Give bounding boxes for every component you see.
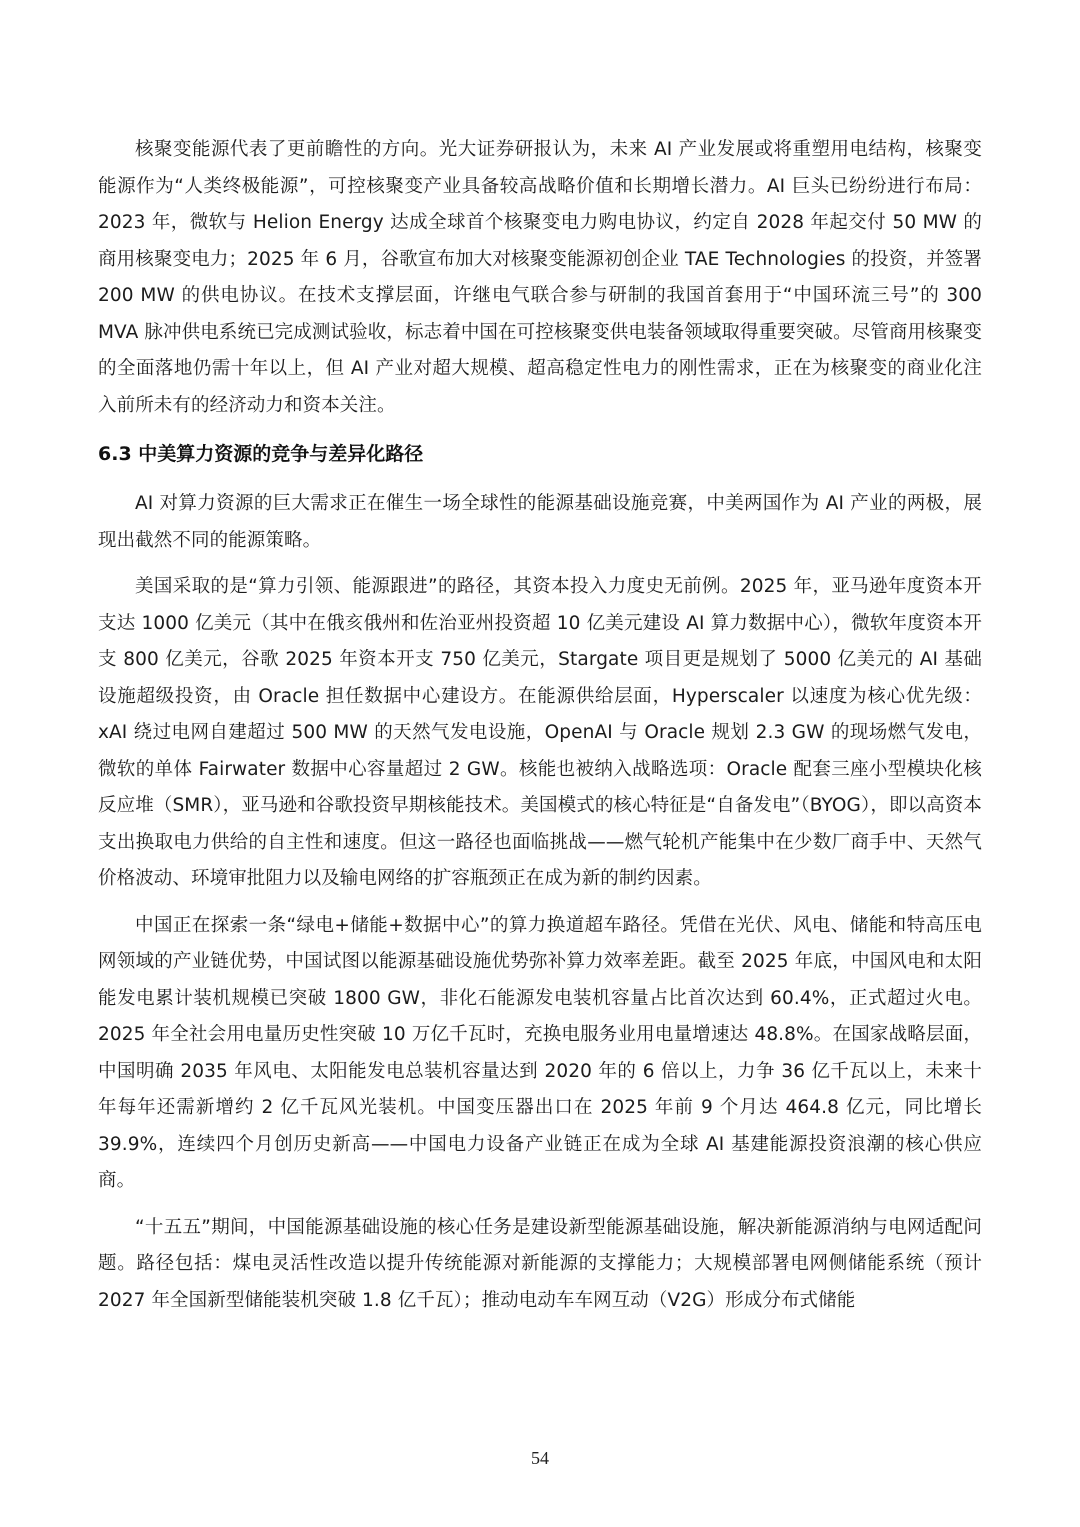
paragraph-15th-five-year: “十五五”期间，中国能源基础设施的核心任务是建设新型能源基础设施，解决新能源消纳与电网适配问题。路径包括：煤电灵活性改造以提升传统能源对新能源的支撑能力；大规模部署电网侧储能系统（预计 2027 年全国新型储能装机突破 1.8 亿千瓦）；推动电动车车网互动（V2G）形成分布式储能	[98, 1216, 982, 1311]
paragraph-china-strategy: 中国正在探索一条“绿电+储能+数据中心”的算力换道超车路径。凭借在光伏、风电、储能和特高压电网领域的产业链优势，中国试图以能源基础设施优势弥补算力效率差距。截至 2025 年底，中国风电和太阳能发电累计装机规模已突破 1800 GW，非化石能源发电装机容量占比首次达到 60.4%，正式超过火电。2025 年全社会用电量历史性突破 10 万亿千瓦时，充换电服务业用电量增速达 48.8%。在国家战略层面，中国明确 2035 年风电、太阳能发电总装机容量达到 2020 年的 6 倍以上，力争 36 亿千瓦以上，未来十年每年还需新增约 2 亿千瓦风光装机。中国变压器出口在 2025 年前 9 个月达 464.8 亿元，同比增长 39.9%，连续四个月创历史新高——中国电力设备产业链正在成为全球 AI 基建能源投资浪潮的核心供应商。	[98, 914, 982, 1191]
section-6-3	[98, 430, 982, 486]
section-heading: 6.3 中美算力资源的竞争与差异化路径	[98, 443, 424, 465]
page-number: 54	[531, 1448, 549, 1468]
document-page	[98, 132, 982, 1319]
paragraph-us-strategy: 美国采取的是“算力引领、能源跟进”的路径，其资本投入力度史无前例。2025 年，亚马逊年度资本开支达 1000 亿美元（其中在俄亥俄州和佐治亚州投资超 10 亿美元建设 AI 算力数据中心），微软年度资本开支 800 亿美元，谷歌 2025 年资本开支 750 亿美元，Stargate 项目更是规划了 5000 亿美元的 AI 基础设施超级投资，由 Oracle 担任数据中心建设方。在能源供给层面，Hyperscaler 以速度为核心优先级：xAI 绕过电网自建超过 500 MW 的天然气发电设施，OpenAI 与 Oracle 规划 2.3 GW 的现场燃气发电，微软的单体 Fairwater 数据中心容量超过 2 GW。核能也被纳入战略选项：Oracle 配套三座小型模块化核反应堆（SMR），亚马逊和谷歌投资早期核能技术。美国模式的核心特征是“自备发电”（BYOG），即以高资本支出换取电力供给的自主性和速度。但这一路径也面临挑战——燃气轮机产能集中在少数厂商手中、天然气价格波动、环境审批阻力以及输电网络的扩容瓶颈正在成为新的制约因素。	[98, 576, 982, 889]
paragraph-intro: AI 对算力资源的巨大需求正在催生一场全球性的能源基础设施竞赛，中美两国作为 AI 产业的两极，展现出截然不同的能源策略。	[98, 493, 982, 551]
paragraph-fusion-energy: 核聚变能源代表了更前瞻性的方向。光大证券研报认为，未来 AI 产业发展或将重塑用电结构，核聚变能源作为“人类终极能源”，可控核聚变产业具备较高战略价值和长期增长潜力。AI 巨头已纷纷进行布局：2023 年，微软与 Helion Energy 达成全球首个核聚变电力购电协议，约定自 2028 年起交付 50 MW 的商用核聚变电力；2025 年 6 月，谷歌宣布加大对核聚变能源初创企业 TAE Technologies 的投资，并签署 200 MW 的供电协议。在技术支撑层面，许继电气联合参与研制的我国首套用于“中国环流三号”的 300 MVA 脉冲供电系统已完成测试验收，标志着中国在可控核聚变供电装备领域取得重要突破。尽管商用核聚变的全面落地仍需十年以上，但 AI 产业对超大规模、超高稳定性电力的刚性需求，正在为核聚变的商业化注入前所未有的经济动力和资本关注。	[98, 139, 982, 416]
